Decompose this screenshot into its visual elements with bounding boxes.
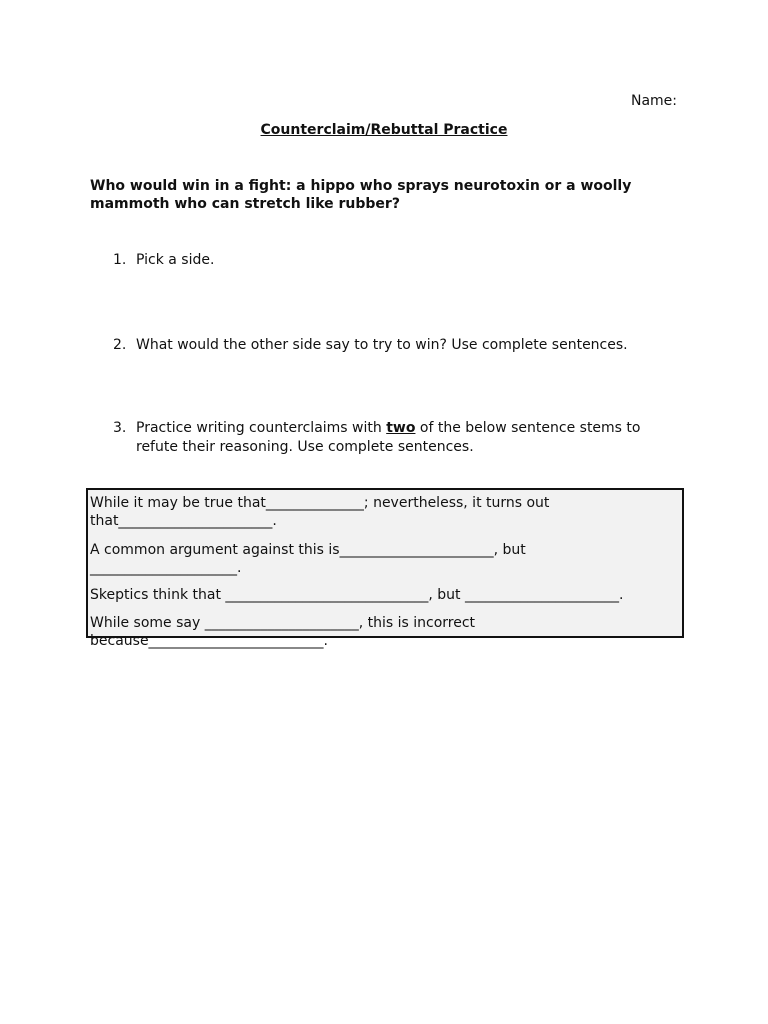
list-item-text: What would the other side say to try to win? Use complete sentences.: [136, 337, 628, 353]
list-item-number: 1.: [113, 252, 127, 268]
sentence-stem: While it may be true that______________; nevertheless, it turns out that______________________.: [90, 495, 550, 529]
list-item-text: Pick a side.: [136, 252, 215, 268]
sentence-stem: Skeptics think that _____________________________, but ______________________.: [90, 587, 624, 603]
prompt-question: Who would win in a fight: a hippo who sprays neurotoxin or a woolly mammoth who can stretch like rubber?: [90, 178, 632, 212]
sentence-stem: While some say ______________________, this is incorrect because_________________________.: [90, 615, 476, 649]
list-item-text-after: of the below sentence stems to refute their reasoning. Use complete sentences.: [136, 420, 641, 455]
name-label: Name:: [630, 93, 677, 109]
list-item-text-before: Practice writing counterclaims with: [136, 420, 387, 436]
list-item-emphasis: two: [386, 420, 416, 436]
list-item-number: 2.: [113, 337, 127, 353]
sentence-stem: A common argument against this is______________________, but _____________________.: [90, 542, 526, 576]
list-item-text: [136, 419, 643, 457]
list-item-2: [113, 336, 643, 355]
list-item-1: [113, 251, 643, 270]
list-item-3: [113, 419, 643, 457]
list-item-number: 3.: [113, 420, 127, 436]
page-title: Counterclaim/Rebuttal Practice: [260, 122, 508, 138]
